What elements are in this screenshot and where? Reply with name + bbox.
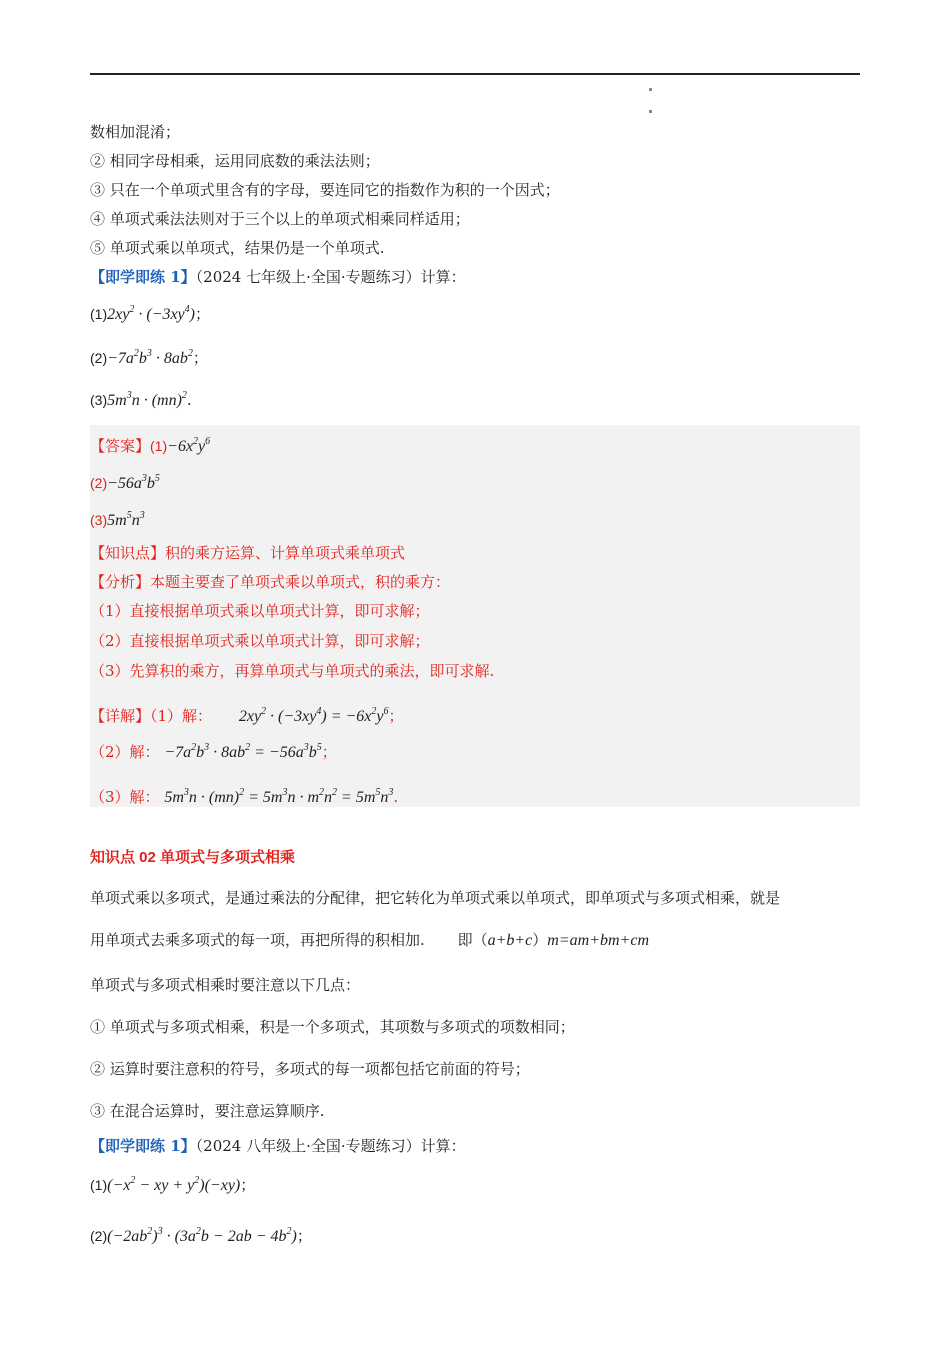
kp02-paragraph-1: 单项式乘以多项式，是通过乘法的分配律，把它转化为单项式乘以单项式，即单项式与多项式相乘，就是 [90,889,781,907]
exercise-tag: 【即学即练 1】 [90,268,196,286]
kp02-note-1: ① 单项式与多项式相乘，积是一个多项式，其项数与多项式的项数相同； [90,1018,575,1036]
math-formula: $5m^3n \cdot (mn)^2$ [107,390,187,409]
header-rule [90,73,860,75]
exercise-tag: 【即学即练 1】 [90,1137,196,1155]
knowledge-point-line: 【知识点】积的乘方运算、计算单项式乘单项式 [90,544,406,562]
kp02-paragraph-2: 用单项式去乘多项式的每一项，再把所得的积相加. 即（a+b+c）m=am+bm+cm [90,931,650,949]
answer-line-3: $(3)5m^5n^3$ [90,510,145,529]
detail-line-2: （2）解： $-7a^2b^3 \cdot 8ab^2 = -56a^3b^5$； [90,742,337,761]
decorative-dot [649,110,652,113]
section-title: 知识点 02 单项式与多项式相乘 [90,849,296,866]
exercise-1-problem-1: $(1)2xy^2 \cdot (-3xy^4)$； [90,304,210,323]
math-formula: $-7a^2b^3 \cdot 8ab^2 = -56a^3b^5$ [164,742,322,761]
intro-line-4: ⑤ 单项式乘以单项式，结果仍是一个单项式. [90,239,385,257]
kp02-note-2: ② 运算时要注意积的符号，多项式的每一项都包括它前面的符号； [90,1060,530,1078]
math-formula: $-56a^3b^5$ [107,473,160,492]
analysis-line: 【分析】本题主要查了单项式乘以单项式，积的乘方： [90,573,451,591]
kp02-paragraph-3: 单项式与多项式相乘时要注意以下几点： [90,976,361,994]
kp02-note-3: ③ 在混合运算时，要注意运算顺序. [90,1102,325,1120]
detail-line-1: 【详解】（1）解： $2xy^2 \cdot (-3xy^4) = -6x^2y^6$； [90,706,404,725]
exercise-2-problem-1: $(1)(-x^2$ − xy + $y^2)(-xy)$； [90,1175,256,1194]
exercise-2-heading [90,1136,466,1156]
math-formula: $2xy^2 \cdot (-3xy^4)$ [107,304,195,323]
exercise-source: （2024 八年级上·全国·专题练习）计算： [195,1137,466,1155]
problem-number: (1) [90,306,108,322]
analysis-step-3: （3）先算积的乘方，再算单项式与单项式的乘法，即可求解. [90,662,495,680]
decorative-dot [649,88,652,91]
exercise-1-heading [90,267,466,287]
analysis-step-2: （2）直接根据单项式乘以单项式计算，即可求解； [90,632,430,650]
math-formula: $2xy^2 \cdot (-3xy^4) = -6x^2y^6$ [238,706,389,725]
math-formula: $5m^5n^3$ [107,510,145,529]
exercise-1-problem-3: $(3)5m^3n \cdot (mn)^2$. [90,390,192,409]
answer-tag: 【答案】 [90,437,151,455]
intro-line-0: 数相加混淆； [90,123,181,141]
exercise-2-problem-2: $(2)(-2ab^2)^3 \cdot (3a^2b - 2ab - 4b^2)$； [90,1226,312,1245]
problem-number: (2) [90,350,108,366]
intro-line-3: ④ 单项式乘法法则对于三个以上的单项式相乘同样适用； [90,210,470,228]
math-formula: ($-x^2$ − xy + $y^2)(-xy)$ [107,1175,241,1194]
math-formula: $(-2ab^2)^3 \cdot (3a^2b - 2ab - 4b^2)$ [107,1226,297,1245]
problem-number: (2) [90,1228,108,1244]
exercise-1-problem-2: $(2)-7a^2b^3 \cdot 8ab^2$； [90,348,208,367]
exercise-source: （2024 七年级上·全国·专题练习）计算： [195,268,466,286]
answer-line-1: 【答案】$(1)-6x^2y^6$ [90,436,211,455]
problem-number: (3) [90,392,108,408]
intro-line-1: ② 相同字母相乘，运用同底数的乘法法则； [90,152,380,170]
math-formula: $-7a^2b^3 \cdot 8ab^2$ [107,348,193,367]
detail-line-3: （3）解： $5m^3n \cdot (mn)^2 = 5m^3n \cdot m^2n^2 = 5m^5n^3$. [90,787,399,806]
problem-number: (1) [90,1177,108,1193]
answer-line-2: $(2)-56a^3b^5$ [90,473,160,492]
intro-line-2: ③ 只在一个单项式里含有的字母，要连同它的指数作为积的一个因式； [90,181,560,199]
analysis-step-1: （1）直接根据单项式乘以单项式计算，即可求解； [90,602,430,620]
math-formula: $-6x^2y^6$ [167,436,211,455]
math-formula: $5m^3n \cdot (mn)^2 = 5m^3n \cdot m^2n^2 = 5m^5n^3$ [164,787,394,806]
